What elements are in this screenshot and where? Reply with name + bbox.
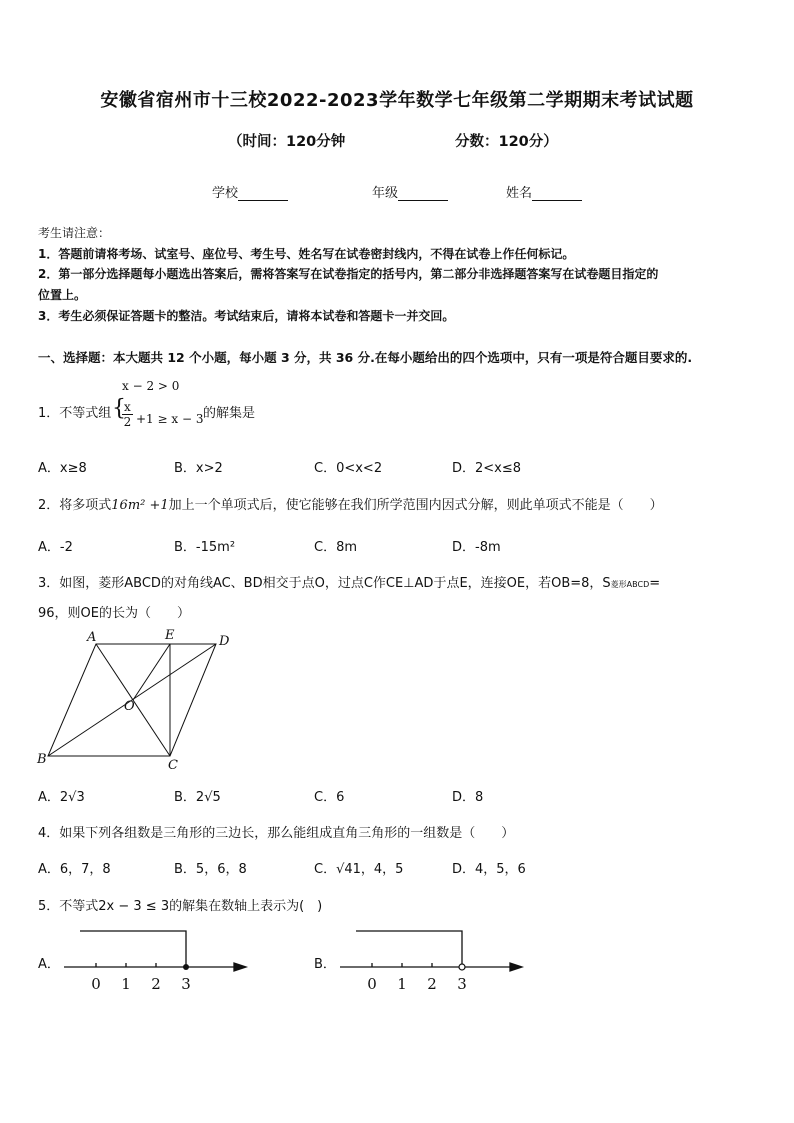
q5-text: 5．不等式2x − 3 ≤ 3的解集在数轴上表示为( ) (38, 899, 323, 914)
note-3: 3．考生必须保证答题卡的整洁。考试结束后，请将本试卷和答题卡一并交回。 (38, 309, 455, 323)
q3-line2: 96，则OE的长为（ ） (38, 606, 190, 621)
q1-option-c: C．0<x<2 (314, 461, 383, 476)
q2-option-b: B．-15m² (174, 540, 236, 555)
q1-brace: { (112, 396, 126, 421)
note-2b: 位置上。 (38, 288, 87, 302)
q5-option-a-label: A． (38, 957, 60, 972)
solid-dot-icon (183, 964, 189, 970)
q3-line1 (38, 572, 660, 591)
note-2a: 2．第一部分选择题每小题选出答案后，需将答案写在试卷指定的括号内，第二部分非选择题答案写在试卷题目指定的 (38, 267, 659, 281)
q2-option-d: D．-8m (452, 540, 501, 555)
label-e: E (165, 628, 175, 643)
q1-fraction (122, 400, 133, 429)
q1-option-d: D．2<x≤8 (452, 461, 522, 476)
name-label: 姓名 (506, 186, 533, 201)
q3-option-c: C．6 (314, 790, 345, 805)
tick-label-2: 2 (151, 975, 161, 993)
q4-option-a: A．6，7，8 (38, 862, 111, 877)
arrow-icon (234, 963, 246, 971)
q4-text: 4．如果下列各组数是三角形的三边长，那么能组成直角三角形的一组数是（ ） (38, 826, 515, 841)
arrow-icon (510, 963, 522, 971)
number-line-a (60, 925, 255, 995)
q1-prefix: 1．不等式组 (38, 406, 112, 421)
exam-title: 安徽省宿州市十三校2022-2023学年数学七年级第二学期期末考试试题 (100, 90, 694, 111)
tick-label-2: 2 (427, 975, 437, 993)
solution-bracket-b (356, 931, 462, 964)
notes-heading: 考生请注意： (38, 226, 111, 240)
segment-oe (133, 644, 170, 700)
q2-option-c: C．8m (314, 540, 358, 555)
section-1-heading: 一、选择题：本大题共 12 个小题，每小题 3 分，共 36 分.在每小题给出的四个选项中，只有一项是符合题目要求的. (38, 350, 693, 365)
q3-option-a: A．2√3 (38, 790, 85, 805)
q1-suffix: 的解集是 (203, 406, 256, 421)
tick-label-1: 1 (397, 975, 407, 993)
q2-text (38, 494, 663, 513)
hollow-dot-icon (459, 964, 465, 970)
tick-label-3: 3 (181, 975, 191, 993)
q2-option-a: A．-2 (38, 540, 73, 555)
q1-option-b: B．x>2 (174, 461, 223, 476)
q1-system-line1: x − 2 > 0 (122, 379, 180, 393)
grade-field (372, 182, 448, 201)
school-blank (238, 187, 288, 201)
rhombus-figure (32, 628, 237, 773)
tick-label-0: 0 (91, 975, 101, 993)
q3-equals: = (649, 576, 661, 591)
exam-time: （时间：120分钟 (228, 134, 346, 150)
q3-area-subscript: 菱形ABCD (610, 580, 650, 589)
tick-label-0: 0 (367, 975, 377, 993)
q1-denominator: 2 (123, 415, 132, 429)
tick-label-1: 1 (121, 975, 131, 993)
name-blank (532, 187, 582, 201)
q3-option-b: B．2√5 (174, 790, 221, 805)
label-c: C (168, 758, 178, 773)
q2-pre: 2．将多项式 (38, 498, 112, 513)
label-b: B (37, 752, 47, 767)
q2-expression: 16m² +1 (111, 498, 169, 513)
q4-option-b: B．5，6，8 (174, 862, 247, 877)
q4-option-c: C．√41，4，5 (314, 862, 404, 877)
school-label: 学校 (212, 186, 239, 201)
number-line-b (336, 925, 531, 995)
label-a: A (87, 630, 97, 645)
grade-label: 年级 (372, 186, 399, 201)
tick-label-3: 3 (457, 975, 467, 993)
school-field (212, 182, 288, 201)
q2-post: 加上一个单项式后，使它能够在我们所学范围内因式分解，则此单项式不能是（ ） (168, 498, 663, 513)
q3-option-d: D．8 (452, 790, 484, 805)
q4-option-d: D．4，5，6 (452, 862, 526, 877)
solution-bracket-a (80, 931, 186, 967)
name-field (506, 182, 582, 201)
grade-blank (398, 187, 448, 201)
q1-numerator: x (124, 400, 131, 414)
q5-option-b-label: B． (314, 957, 336, 972)
q1-option-a: A．x≥8 (38, 461, 87, 476)
exam-score: 分数：120分） (455, 134, 558, 150)
q3-text: 3．如图，菱形ABCD的对角线AC、BD相交于点O，过点C作CE⊥AD于点E，连接OE，若OB=8，S (38, 576, 611, 591)
label-d: D (219, 634, 230, 649)
label-o: O (124, 699, 135, 714)
note-1: 1．答题前请将考场、试室号、座位号、考生号、姓名写在试卷密封线内，不得在试卷上作任何标记。 (38, 247, 575, 261)
q1-system-line2: +1 ≥ x − 3 (136, 412, 204, 426)
